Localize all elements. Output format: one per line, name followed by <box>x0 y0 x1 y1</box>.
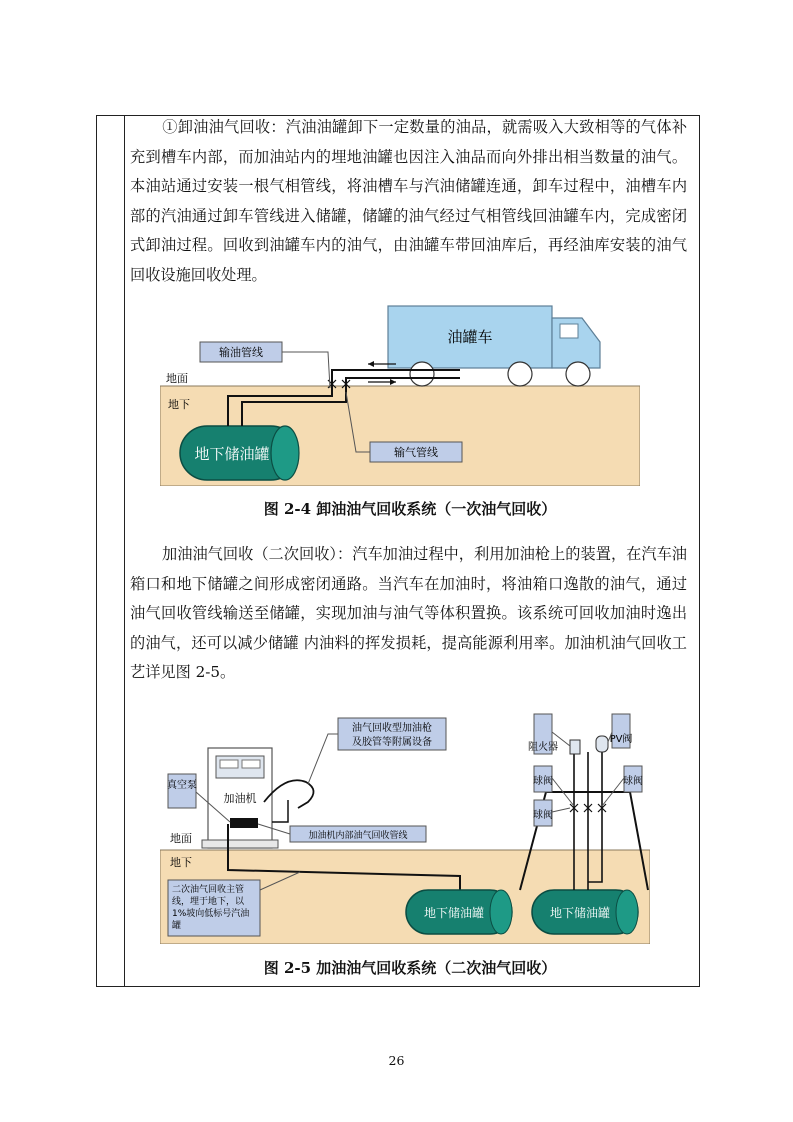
main-pipe-line1: 二次油气回收主管 <box>172 885 245 895</box>
leader-line <box>282 352 330 388</box>
main-pipe-line3: 1%坡向低标号汽油 <box>172 909 250 919</box>
tank1-label: 地下储油罐 <box>423 906 485 920</box>
underground-tank <box>180 426 299 480</box>
ball-valve-right-label: 球阀 <box>623 776 643 787</box>
underground-label: 地下 <box>168 398 190 411</box>
page-number: 26 <box>388 1053 405 1068</box>
underground-tank-1 <box>406 890 512 934</box>
oil-pipe-label: 输油管线 <box>219 346 263 359</box>
internal-pipe-label: 加油机内部油气回收管线 <box>308 831 408 841</box>
tank-label: 地下储油罐 <box>194 445 270 463</box>
ball-valve-left-label: 球阀 <box>533 776 553 787</box>
tanker-truck <box>388 306 600 386</box>
ground-label: 地面 <box>166 372 188 385</box>
main-pipe-line2: 线，埋于地下，以 <box>172 897 245 907</box>
vacuum-pump-unit <box>230 818 258 828</box>
tank2-label: 地下储油罐 <box>549 906 611 920</box>
paragraph-unloading-recovery: ①卸油油气回收：汽油油罐卸下一定数量的油品，就需吸入大致相等的气体补充到槽车内部，而加油站内的埋地油罐也因注入油品而向外排出相当数量的油气。本油站通过安装一根气相管线，将油槽车与汽油储罐连通，卸车过程中，油槽车内部的汽油通过卸车管线进入储罐，储罐的油气经过气相管线回油罐车内，完成密闭式卸油过程。回收到油罐车内的油气，由油罐车带回油库后，再经油库安装的油气回收设施回收处理。 <box>130 118 687 284</box>
flame-arrester-label: 阻火器 <box>528 742 558 753</box>
underground-tank-2 <box>532 890 638 934</box>
underground-label: 地下 <box>170 856 192 869</box>
pv-valve-label: PV阀 <box>609 734 633 745</box>
pv-valve-icon <box>596 736 608 752</box>
figure2-caption: 图 2-5 加油油气回收系统（二次油气回收） <box>263 959 557 977</box>
flame-arrester-icon <box>570 740 580 754</box>
vacuum-pump-label: 真空泵 <box>167 780 197 791</box>
nozzle-label-line2: 及胶管等附属设备 <box>352 737 432 748</box>
ground-label: 地面 <box>170 832 192 845</box>
figure-refueling-recovery <box>160 712 650 944</box>
main-pipe-line4: 罐 <box>172 921 182 931</box>
gas-pipe-label: 输气管线 <box>394 446 438 459</box>
truck-label: 油罐车 <box>447 328 493 346</box>
figure-unloading-recovery <box>160 302 640 486</box>
dispenser-label: 加油机 <box>223 792 257 805</box>
nozzle-label-line1: 油气回收型加油枪 <box>352 723 432 734</box>
figure1-caption: 图 2-4 卸油油气回收系统（一次油气回收） <box>263 500 557 518</box>
table-column-divider <box>124 116 125 986</box>
ball-valve-bottom-label: 球阀 <box>533 810 553 821</box>
paragraph-refueling-recovery: 加油油气回收（二次回收）：汽车加油过程中，利用加油枪上的装置，在汽车油箱口和地下储罐之间形成密闭通路。当汽车在加油时，将油箱口逸散的油气，通过油气回收管线输送至储罐，实现加油与油气等体积置换。该系统可回收加油时逸出的油气，还可以减少储罐 内油料的挥发损耗，提高能源利用率。加油机油气回收工艺详见图 2-5。 <box>130 545 687 681</box>
